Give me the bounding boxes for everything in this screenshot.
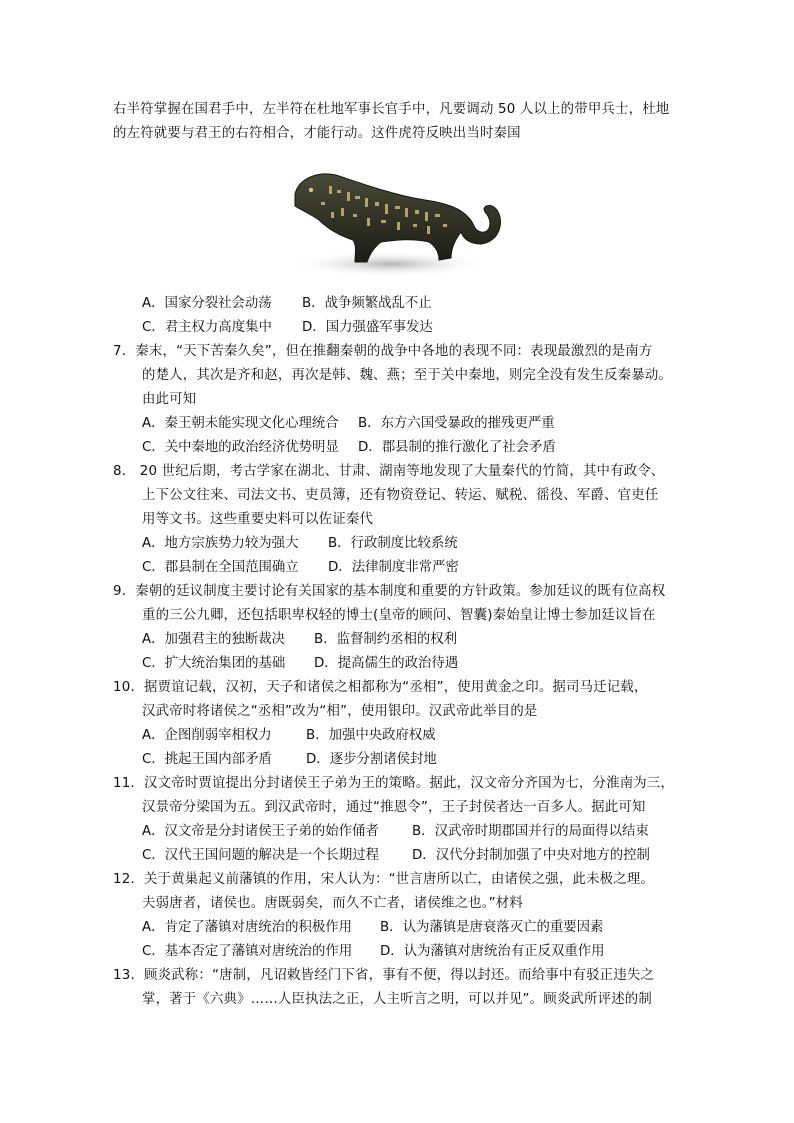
q12-option-c[interactable]: C．基本否定了藩镇对唐统治的作用 [142,944,353,959]
q13-stem-line-2: 掌，著于《六典》……人臣执法之正，人主听言之明，可以并见”。顾炎武所评述的制 [142,992,652,1007]
q11-option-b[interactable]: B．汉武帝时期郡国并行的局面得以结束 [412,824,649,839]
q7-option-c[interactable]: C．关中秦地的政治经济优势明显 [142,440,339,455]
q11-options-row-2 [142,844,650,868]
q10-option-a[interactable]: A．企图削弱宰相权力 [142,728,272,743]
q12-stem-line-1: 12．关于黄巢起义前藩镇的作用，宋人认为：“世言唐所以亡，由诸侯之强，此未极之理。 [113,872,655,887]
q10-stem-line-1: 10．据贾谊记载，汉初，天子和诸侯之相都称为“丞相”，使用黄金之印。据司马迁记载， [113,680,648,695]
q11-option-c[interactable]: C．汉代王国问题的解决是一个长期过程 [142,848,379,863]
q12-option-b[interactable]: B．认为藩镇是唐衰落灭亡的重要因素 [380,920,604,935]
q6-option-c[interactable]: C．君主权力高度集中 [142,320,272,335]
q7-stem-line-3: 由此可知 [142,392,197,407]
q8-options-row-1 [142,532,458,556]
q7-options-row-2 [142,436,556,460]
q7-stem-line-2: 的楚人，其次是齐和赵，再次是韩、魏、燕；至于关中秦地，则完全没有发生反秦暴动。 [142,368,673,383]
q8-option-a[interactable]: A．地方宗族势力较为强大 [142,536,299,551]
q7-stem-line-1: 7．秦末，“天下苦秦久矣”，但在推翻秦朝的战争中各地的表现不同：表现最激烈的是南方 [113,344,653,359]
q10-option-b[interactable]: B．加强中央政府权威 [306,728,436,743]
q9-option-c[interactable]: C．扩大统治集团的基础 [142,656,286,671]
q8-stem-line-1: 8． 20 世纪后期，考古学家在湖北、甘肃、湖南等地发现了大量秦代的竹简，其中有政令、 [113,464,665,479]
q9-stem-line-2: 重的三公九卿，还包括职卑权轻的博士(皇帝的顾问、智囊)秦始皇让博士参加廷议旨在 [142,608,656,623]
q10-options-row-2 [142,748,437,772]
q6-options-row-1 [142,292,432,316]
q6-option-b[interactable]: B．战争频繁战乱不止 [302,296,432,311]
q7-options-row-1 [142,412,555,436]
q9-stem-line-1: 9．秦朝的廷议制度主要讨论有关国家的基本制度和重要的方针政策。参加廷议的既有位高权 [113,584,666,599]
q9-option-b[interactable]: B．监督制约丞相的权利 [314,632,458,647]
q8-options-row-2 [142,556,459,580]
q7-option-a[interactable]: A．秦王朝未能实现文化心理统合 [142,416,339,431]
q8-stem-line-2: 上下公文往来、司法文书、吏员簿，还有物资登记、转运、赋税、徭役、军爵、官吏任 [142,488,659,503]
q7-option-b[interactable]: B．东方六国受暴政的摧残更严重 [358,416,555,431]
q11-option-d[interactable]: D．汉代分封制加强了中央对地方的控制 [412,848,650,863]
q8-stem-line-3: 用等文书。这些重要史料可以佐证秦代 [142,512,374,527]
q11-stem-line-1: 11．汉文帝时贾谊提出分封诸侯王子弟为王的策略。据此，汉文帝分齐国为七，分淮南为三， [113,776,675,791]
q9-option-a[interactable]: A．加强君主的独断裁决 [142,632,286,647]
intro-line-2: 的左符就要与君王的右符相合，才能行动。这件虎符反映出当时秦国 [113,126,521,141]
q10-stem-line-2: 汉武帝时将诸侯之“丞相”改为“相”，使用银印。汉武帝此举目的是 [142,704,538,719]
q9-option-d[interactable]: D．提高儒生的政治待遇 [314,656,459,671]
q11-option-a[interactable]: A．汉文帝是分封诸侯王子弟的始作俑者 [142,824,379,839]
q7-option-d[interactable]: D．郡县制的推行激化了社会矛盾 [358,440,556,455]
q6-option-d[interactable]: D．国力强盛军事发达 [302,320,433,335]
q11-stem-line-2: 汉景帝分梁国为五。到汉武帝时，通过“推恩令”，王子封侯者达一百多人。据此可知 [142,800,646,815]
q10-option-d[interactable]: D．逐步分割诸侯封地 [306,752,437,767]
q8-option-b[interactable]: B．行政制度比较系统 [328,536,458,551]
q12-options-row-1 [142,916,603,940]
q12-option-a[interactable]: A．肯定了藩镇对唐统治的积极作用 [142,920,353,935]
q13-stem-line-1: 13．顾炎武称：“唐制，凡诏敕皆经门下省，事有不便，得以封还。而给事中有驳正违失之 [113,968,655,983]
intro-line-1: 右半符掌握在国君手中，左半符在杜地军事长官手中，凡要调动 50 人以上的带甲兵士，杜地 [113,102,670,117]
q12-options-row-2 [142,940,605,964]
q8-option-d[interactable]: D．法律制度非常严密 [328,560,459,575]
q11-options-row-1 [142,820,649,844]
q8-option-c[interactable]: C．郡县制在全国范围确立 [142,560,299,575]
q10-option-c[interactable]: C．挑起王国内部矛盾 [142,752,272,767]
q6-option-a[interactable]: A．国家分裂社会动荡 [142,296,272,311]
q10-options-row-1 [142,724,436,748]
tiger-tally-icon [285,156,511,280]
q9-options-row-1 [142,628,457,652]
q12-stem-line-2: 夫弱唐者，诸侯也。唐既弱矣，而久不亡者，诸侯维之也。”材料 [142,896,523,911]
q9-options-row-2 [142,652,458,676]
q12-option-d[interactable]: D．认为藩镇对唐统治有正反双重作用 [380,944,605,959]
bronze-tiger-tally-image [285,156,511,280]
q6-options-row-2 [142,316,433,340]
